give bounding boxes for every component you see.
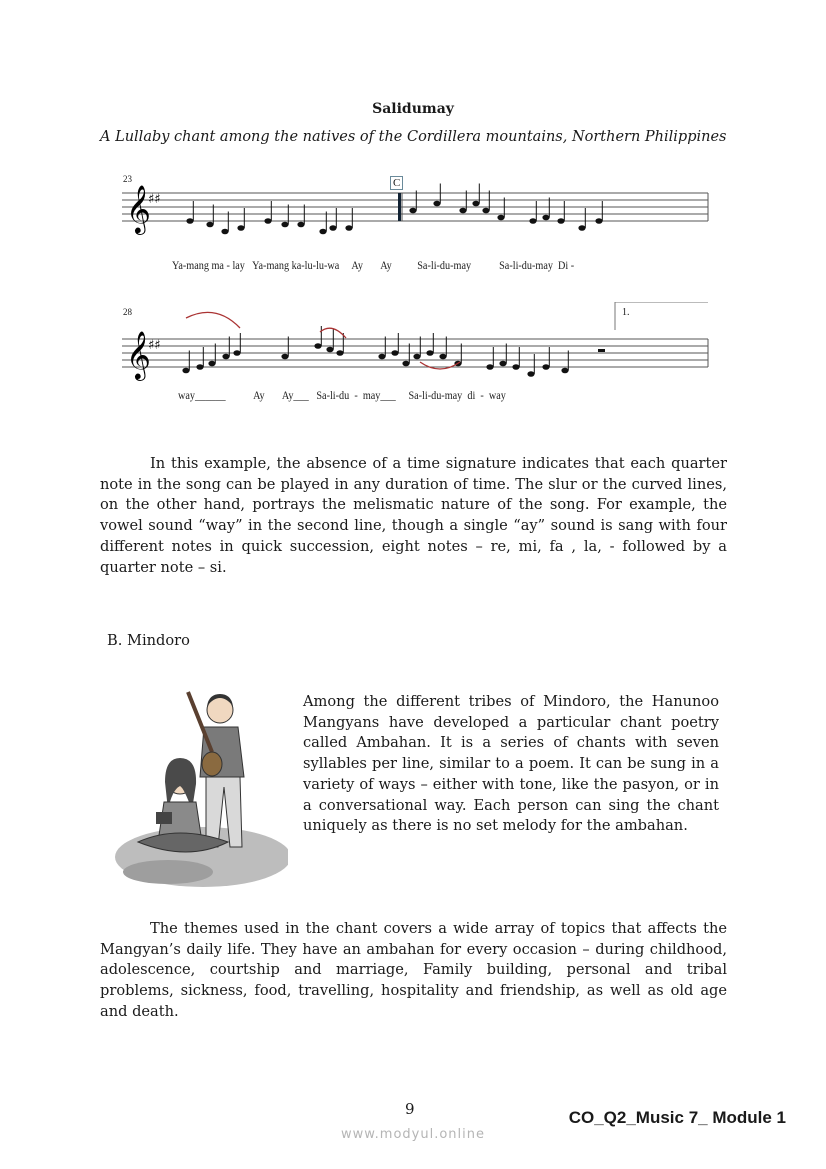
key-signature-sharps: ♯♯	[148, 338, 161, 353]
slur	[420, 362, 460, 369]
paragraph-time-signature: In this example, the absence of a time signature indicates that each quarter note in the song can be played in any duration of time. The slur or the curved lines, on the other hand, portrays the melismatic nature of the song. For example, the vowel sound “way” in the second line, though a single “ay” sound is sang with four different notes in quick succession, eight notes – re, mi, fa , la, - followed by a quarter note – si.	[100, 455, 727, 576]
note-head	[221, 229, 228, 235]
note-head	[264, 218, 271, 224]
half-rest	[598, 349, 605, 352]
note-head	[402, 361, 409, 367]
note-head	[281, 354, 288, 360]
note-head	[391, 350, 398, 356]
key-signature-sharps: ♯♯	[148, 192, 161, 207]
note-head	[182, 368, 189, 374]
module-code: CO_Q2_Music 7_ Module 1	[568, 1108, 786, 1127]
staff-notation	[120, 172, 720, 252]
note-head	[297, 222, 304, 228]
note-head	[281, 222, 288, 228]
note-head	[206, 222, 213, 228]
note-head	[222, 354, 229, 360]
note-head	[186, 218, 193, 224]
double-bar	[398, 193, 401, 221]
lyrics-line-1: Ya-mang ma - lay Ya-mang ka-lu-lu-wa Ay Ay Sa-li-du-may Sa-li-du-may Di -	[172, 258, 575, 272]
note-head	[208, 361, 215, 367]
page-number: 9	[405, 1100, 415, 1118]
note-head	[433, 201, 440, 207]
note-head	[237, 225, 244, 231]
note-head	[326, 347, 333, 353]
ending-bracket-label: 1.	[622, 307, 630, 318]
note-head	[482, 208, 489, 214]
song-title: Salidumay	[372, 101, 454, 117]
note-head	[459, 208, 466, 214]
note-head	[499, 361, 506, 367]
note-head	[439, 354, 446, 360]
watermark: www.modyul.online	[340, 1127, 486, 1142]
music-staff-line-1	[120, 172, 720, 282]
note-head	[595, 218, 602, 224]
note-head	[336, 350, 343, 356]
note-head	[472, 201, 479, 207]
paragraph-themes: The themes used in the chant covers a wide array of topics that affects the Mangyan’s daily life. They have an ambahan for every occasion – during childhood, adolescence, courtship and marriage, Family building, personal and tribal problems, sickness, food, travelling, hospitality and friendship, as well as old age and death.	[100, 920, 727, 1020]
note-head	[426, 350, 433, 356]
note-head	[561, 368, 568, 374]
note-head	[527, 371, 534, 377]
note-head	[329, 225, 336, 231]
note-head	[314, 343, 321, 349]
measure-number: 23	[123, 174, 132, 184]
measure-number: 28	[123, 307, 132, 317]
note-head	[557, 218, 564, 224]
note-head	[233, 350, 240, 356]
note-head	[512, 364, 519, 370]
section-heading: B. Mindoro	[107, 632, 190, 649]
note-head	[542, 364, 549, 370]
song-subtitle: A Lullaby chant among the natives of the Cordillera mountains, Northern Philippines	[100, 129, 727, 145]
paragraph-ambahan: Among the different tribes of Mindoro, the Hanunoo Mangyans have developed a particular chant poetry called Ambahan. It is a series of chants with seven syllables per line, similar to a poem. It can be sung in a variety of ways – either with tone, like the pasyon, or in a conversational way. Each person can sing the chant uniquely as there is no set melody for the ambahan.	[303, 693, 719, 835]
note-head	[497, 215, 504, 221]
rehearsal-mark: C	[390, 176, 403, 190]
mangyan-illustration	[108, 672, 288, 890]
music-staff-line-2	[120, 302, 720, 412]
note-head	[486, 364, 493, 370]
staff-notation	[120, 302, 720, 392]
note-head	[345, 225, 352, 231]
slur	[186, 312, 240, 328]
note-head	[529, 218, 536, 224]
note-head	[578, 225, 585, 231]
note-head	[319, 229, 326, 235]
lyrics-line-2: way______ Ay Ay___ Sa-li-du - may___ Sa-li-du-may di - way	[178, 388, 506, 402]
note-head	[196, 364, 203, 370]
treble-clef-icon: 𝄞	[126, 184, 151, 233]
note-head	[413, 354, 420, 360]
note-head	[409, 208, 416, 214]
note-head	[542, 215, 549, 221]
note-head	[378, 354, 385, 360]
treble-clef-icon: 𝄞	[126, 330, 151, 379]
